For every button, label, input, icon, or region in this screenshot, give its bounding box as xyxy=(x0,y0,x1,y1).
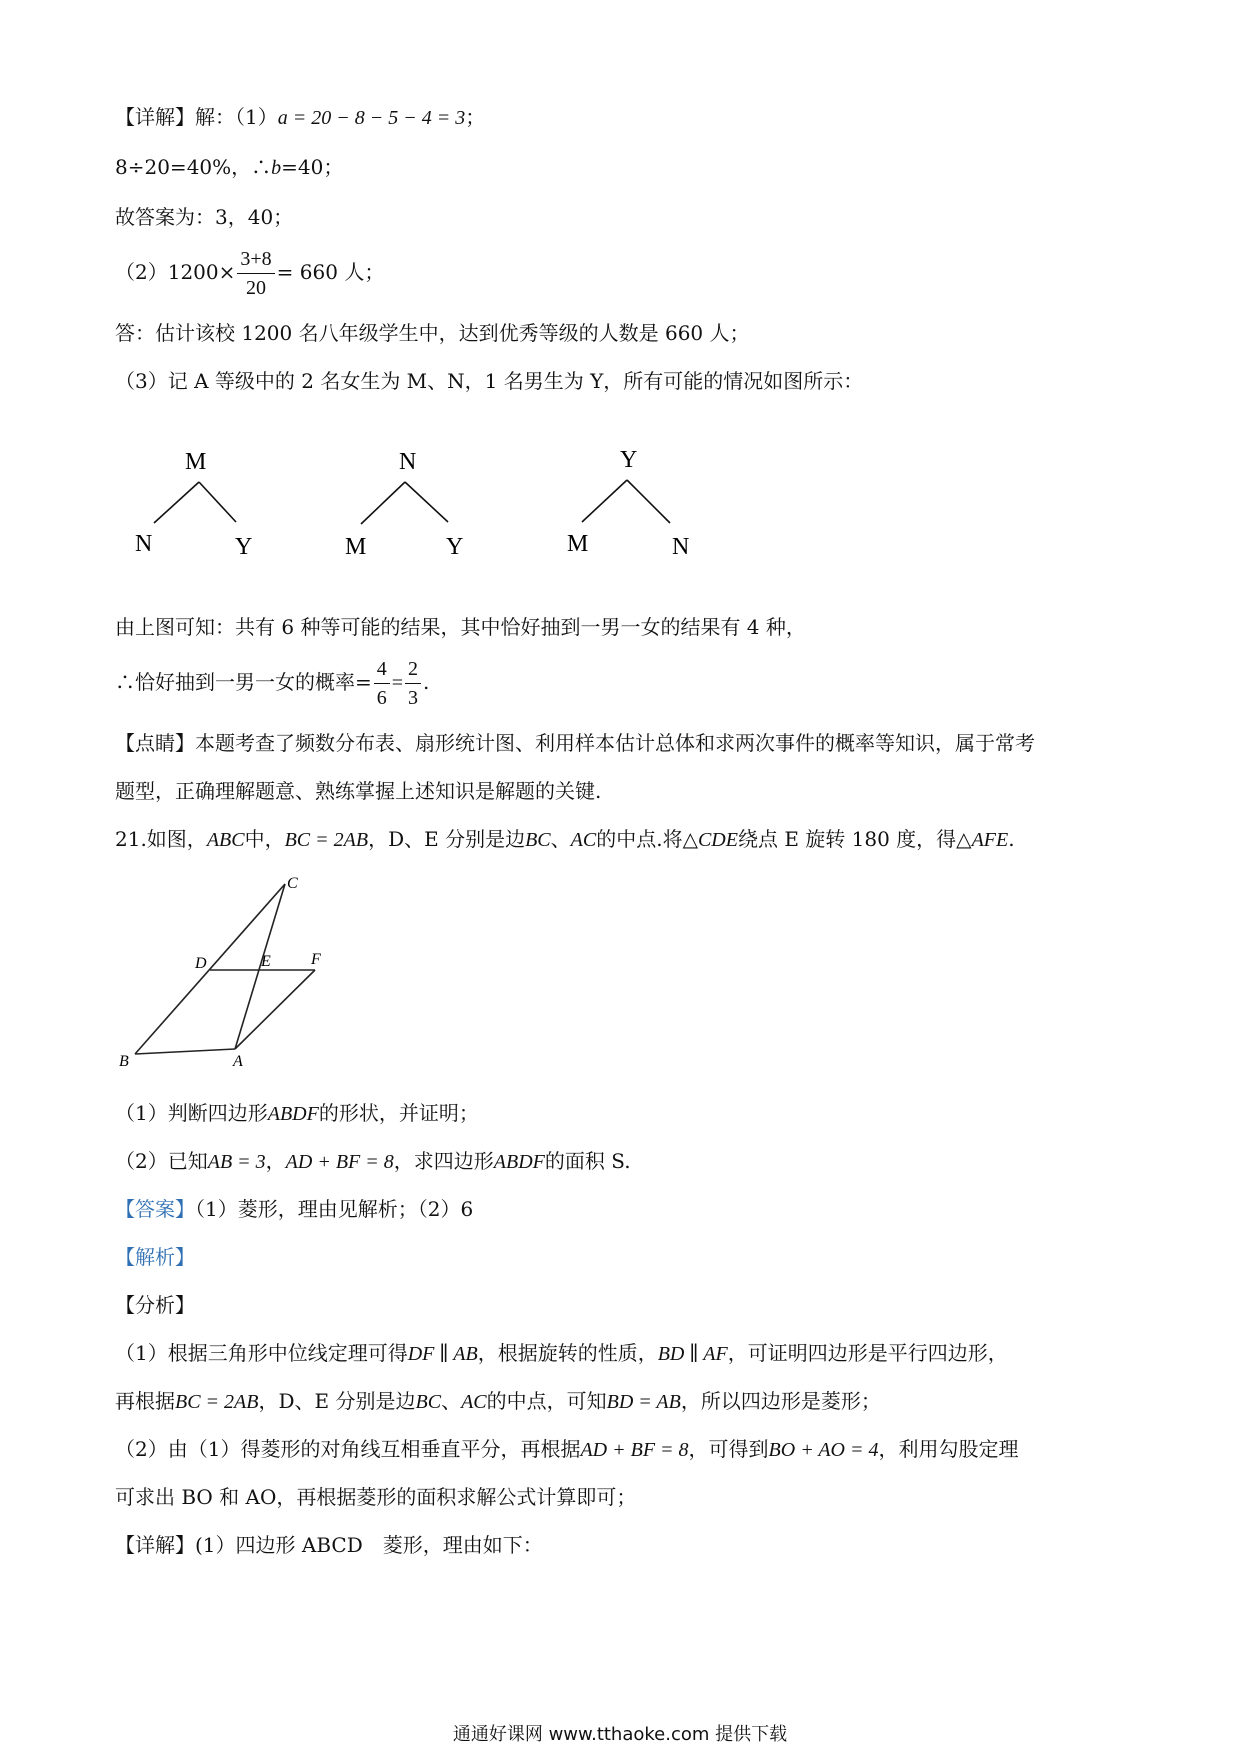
text-segment: ，可得到 xyxy=(688,1437,769,1461)
answer-line-5: 答：估计该校 1200 名八年级学生中，达到优秀等级的人数是 660 人； xyxy=(115,321,750,345)
parallelogram-figure xyxy=(115,874,345,1074)
text-segment: 21.如图， xyxy=(115,827,207,851)
math-cde: CDE xyxy=(697,829,738,851)
numerator: 2 xyxy=(405,655,421,684)
denominator: 3 xyxy=(408,687,419,709)
calc-line-4 xyxy=(115,244,384,302)
detail-line-1 xyxy=(115,102,485,133)
text-segment: ，D、E 分别是边 xyxy=(258,1389,416,1413)
tree-node: N xyxy=(672,534,690,560)
fraction-2-over-3 xyxy=(405,655,421,712)
text-segment: 、 xyxy=(441,1389,462,1413)
tree-diagram xyxy=(115,440,815,570)
text-segment: ，求四边形 xyxy=(393,1149,494,1173)
text-segment: （2）1200× xyxy=(115,260,236,284)
label-e: E xyxy=(261,953,271,970)
math-ac: AC xyxy=(461,1391,487,1413)
answer-text: （1）菱形，理由见解析；（2）6 xyxy=(195,1197,474,1221)
detail-line-final: 【详解】(1）四边形 ABCD 菱形，理由如下： xyxy=(115,1533,543,1557)
label-b: B xyxy=(119,1053,129,1070)
label-a: A xyxy=(233,1053,243,1070)
punct: ； xyxy=(465,105,486,129)
numerator: 3+8 xyxy=(237,245,274,274)
math-bd-af: BD ∥ AF xyxy=(657,1343,728,1365)
math-afe: AFE xyxy=(971,829,1009,851)
text-segment: 、 xyxy=(550,827,571,851)
math-df-ab: DF ∥ AB xyxy=(407,1343,478,1365)
tree-branch xyxy=(582,480,627,522)
text-segment: ，所以四边形是菱形； xyxy=(680,1389,881,1413)
tree-m xyxy=(135,449,252,560)
text-segment: 的中点.将△ xyxy=(596,827,698,851)
text-segment: ∴恰好抽到一男一女的概率= xyxy=(115,670,372,694)
analysis-line-4: 可求出 BO 和 AO，再根据菱形的面积求解公式计算即可； xyxy=(115,1485,637,1509)
tree-branch xyxy=(361,482,405,524)
detail-line-2 xyxy=(115,152,343,183)
denominator: 20 xyxy=(246,277,267,299)
math-abdf: ABDF xyxy=(267,1103,319,1125)
math-ad-bf-8: AD + BF = 8 xyxy=(285,1151,394,1173)
tree-n xyxy=(345,449,463,560)
tree-y xyxy=(567,447,689,560)
equation-a: a = 20 − 8 − 5 − 4 = 3 xyxy=(277,107,466,129)
tree-node: Y xyxy=(235,534,253,560)
math-abc: ABC xyxy=(206,829,245,851)
detail-text: 解：（1） xyxy=(195,105,278,129)
tree-node: Y xyxy=(620,447,638,473)
text-segment: 绕点 E 旋转 180 度，得△ xyxy=(737,827,972,851)
label-c: C xyxy=(287,875,298,892)
tree-branch xyxy=(627,480,670,523)
denominator: 6 xyxy=(376,687,387,709)
text-segment: （1）根据三角形中位线定理可得 xyxy=(115,1341,408,1365)
math-ac: AC xyxy=(570,829,597,851)
numerator: 4 xyxy=(374,655,390,684)
text-segment: ，可证明四边形是平行四边形， xyxy=(727,1341,1008,1365)
text-segment: =40； xyxy=(281,155,344,179)
math-bo-ao-4: BO + AO = 4 xyxy=(768,1439,879,1461)
comment-line-1: 【点睛】本题考查了频数分布表、扇形统计图、利用样本估计总体和求两次事件的概率等知识，属于常考 xyxy=(115,731,1035,755)
tree-node: Y xyxy=(446,534,464,560)
analysis-line-3 xyxy=(115,1434,1019,1465)
period: . xyxy=(423,670,430,694)
var-b: b xyxy=(271,157,282,179)
question-21 xyxy=(115,824,1015,855)
period: . xyxy=(1008,827,1015,851)
analysis-line-2 xyxy=(115,1386,881,1417)
breakdown-label: 【分析】 xyxy=(115,1293,195,1317)
result-line: 由上图可知：共有 6 种等可能的结果，其中恰好抽到一男一女的结果有 4 种， xyxy=(115,615,806,639)
analysis-line-1 xyxy=(115,1338,1008,1369)
text-segment: 中， xyxy=(244,827,285,851)
text-segment: ，根据旋转的性质， xyxy=(477,1341,658,1365)
math-bc: BC xyxy=(525,829,551,851)
math-abdf: ABDF xyxy=(493,1151,545,1173)
answer-line xyxy=(115,1194,473,1224)
fraction-4-over-6 xyxy=(374,655,390,712)
text-segment: （2）已知 xyxy=(115,1149,208,1173)
text-segment: 的形状，并证明； xyxy=(318,1101,479,1125)
probability-line xyxy=(115,654,429,712)
text-segment: （2）由（1）得菱形的对角线互相垂直平分，再根据 xyxy=(115,1437,581,1461)
text-segment: 再根据 xyxy=(115,1389,175,1413)
math-bd-ab: BD = AB xyxy=(606,1391,681,1413)
tree-node: M xyxy=(345,534,367,560)
text-segment: 8÷20=40%，∴ xyxy=(115,155,272,179)
answer-label: 【答案】 xyxy=(115,1197,195,1221)
label-d: D xyxy=(195,955,207,972)
subquestion-1 xyxy=(115,1098,479,1129)
label-f: F xyxy=(311,951,321,968)
text-segment: 的中点，可知 xyxy=(486,1389,607,1413)
analysis-label: 【解析】 xyxy=(115,1245,195,1269)
detail-label: 【详解】 xyxy=(115,105,195,129)
tree-node: N xyxy=(135,531,153,557)
tree-node: M xyxy=(567,531,589,557)
answer-line-3: 故答案为：3，40； xyxy=(115,205,294,229)
part3-line: （3）记 A 等级中的 2 名女生为 M、N，1 名男生为 Y，所有可能的情况如图所示： xyxy=(115,369,864,393)
subquestion-2 xyxy=(115,1146,631,1177)
math-bc-2ab: BC = 2AB xyxy=(284,829,369,851)
tree-branch xyxy=(199,482,236,522)
comment-line-2: 题型，正确理解题意、熟练掌握上述知识是解题的关键. xyxy=(115,779,602,803)
math-bc: BC xyxy=(415,1391,442,1413)
text-segment: （1）判断四边形 xyxy=(115,1101,268,1125)
tree-node: N xyxy=(399,449,417,475)
segment-ba xyxy=(135,1049,235,1054)
math-bc-2ab: BC = 2AB xyxy=(175,1391,259,1413)
text-segment: ，利用勾股定理 xyxy=(878,1437,1019,1461)
tree-node: M xyxy=(185,449,207,475)
equals-sign: = xyxy=(391,672,404,694)
footer-watermark: 通通好课网 www.tthaoke.com 提供下载 xyxy=(452,1724,788,1745)
text-segment: ，D、E 分别是边 xyxy=(368,827,526,851)
text-segment: = 660 人； xyxy=(276,260,385,284)
math-ad-bf-8: AD + BF = 8 xyxy=(580,1439,689,1461)
math-ab-3: AB = 3 xyxy=(207,1151,266,1173)
tree-branch xyxy=(154,482,199,523)
text-segment: 的面积 S. xyxy=(544,1149,631,1173)
fraction-3plus8-over-20 xyxy=(237,245,274,302)
text-segment: ， xyxy=(265,1149,286,1173)
tree-branch xyxy=(405,482,448,522)
